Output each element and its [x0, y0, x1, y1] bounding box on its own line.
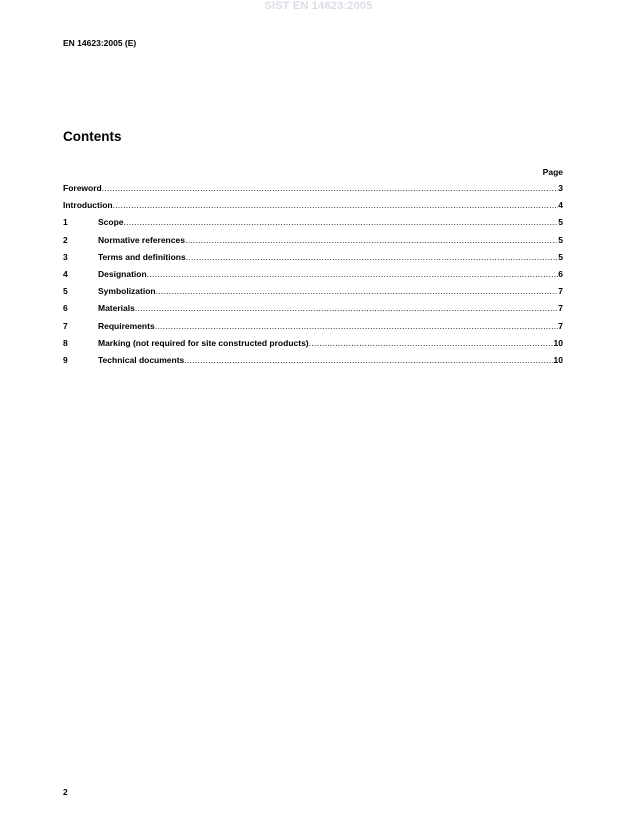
toc-entry-page: 5 — [558, 251, 563, 262]
toc-entry-title: Normative references — [98, 234, 185, 245]
toc-entry-page: 10 — [553, 354, 563, 365]
toc-leader-dots — [102, 183, 559, 193]
table-of-contents — [63, 183, 563, 372]
toc-leader-dots — [147, 269, 559, 279]
toc-entry-title: Terms and definitions — [98, 251, 186, 262]
toc-entry-technical-documents[interactable] — [63, 355, 563, 372]
toc-entry-page: 7 — [558, 303, 563, 314]
toc-entry-title: Designation — [98, 268, 147, 279]
toc-entry-page: 4 — [558, 200, 563, 211]
toc-entry-number: 4 — [63, 268, 68, 279]
page-number: 2 — [63, 787, 68, 797]
toc-entry-page: 5 — [558, 217, 563, 228]
toc-entry-requirements[interactable] — [63, 321, 563, 338]
toc-entry-page: 7 — [558, 286, 563, 297]
toc-leader-dots — [155, 321, 559, 331]
toc-entry-materials[interactable] — [63, 303, 563, 320]
toc-entry-title: Foreword — [63, 183, 102, 193]
toc-entry-number: 1 — [63, 217, 68, 228]
toc-leader-dots — [184, 355, 553, 365]
toc-entry-number: 5 — [63, 286, 68, 297]
toc-entry-foreword[interactable] — [63, 183, 563, 200]
toc-entry-title: Materials — [98, 303, 135, 314]
toc-entry-scope[interactable] — [63, 217, 563, 234]
toc-entry-title: Technical documents — [98, 354, 185, 365]
watermark: SIST EN 14623:2005 — [264, 0, 373, 12]
toc-entry-normative-references[interactable] — [63, 235, 563, 252]
toc-entry-title: Requirements — [98, 320, 155, 331]
toc-entry-designation[interactable] — [63, 269, 563, 286]
toc-entry-title: Scope — [98, 217, 124, 228]
toc-entry-terms-and-definitions[interactable] — [63, 252, 563, 269]
toc-entry-marking[interactable] — [63, 338, 563, 355]
toc-leader-dots — [113, 200, 559, 210]
toc-entry-number: 2 — [63, 234, 68, 245]
toc-entry-number: 7 — [63, 320, 68, 331]
toc-entry-symbolization[interactable] — [63, 286, 563, 303]
page-column-label: Page — [542, 167, 563, 177]
document-id: EN 14623:2005 (E) — [63, 38, 137, 48]
toc-entry-page: 10 — [553, 337, 563, 348]
toc-entry-page: 6 — [558, 268, 563, 279]
toc-entry-page: 3 — [558, 183, 563, 193]
toc-leader-dots — [124, 217, 559, 227]
toc-entry-page: 7 — [558, 320, 563, 331]
contents-heading: Contents — [63, 129, 122, 144]
toc-leader-dots — [309, 338, 554, 348]
toc-leader-dots — [135, 303, 558, 313]
toc-entry-number: 6 — [63, 303, 68, 314]
toc-leader-dots — [186, 252, 559, 262]
toc-entry-number: 8 — [63, 337, 68, 348]
toc-entry-introduction[interactable] — [63, 200, 563, 217]
toc-leader-dots — [156, 286, 559, 296]
toc-entry-page: 5 — [558, 234, 563, 245]
toc-entry-title: Introduction — [63, 200, 113, 211]
toc-entry-number: 3 — [63, 251, 68, 262]
toc-entry-title: Marking (not required for site constructed products) — [98, 337, 309, 348]
toc-entry-title: Symbolization — [98, 286, 156, 297]
toc-leader-dots — [185, 235, 558, 245]
toc-entry-number: 9 — [63, 354, 68, 365]
